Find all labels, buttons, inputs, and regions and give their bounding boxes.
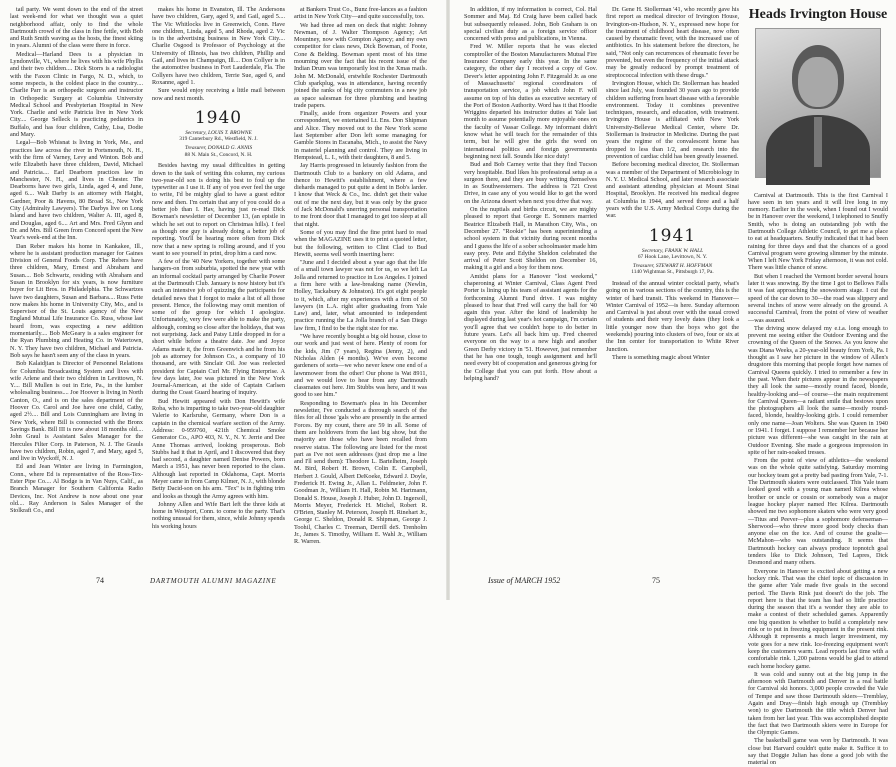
paragraph: The basketball game was won by Dartmouth. It was close but Harvard couldn't quite make it. Suffice it to say that Doggie Julian has done a good job with the material on xyxy=(748,737,888,767)
portrait-photo xyxy=(755,28,881,178)
class-1941-header xyxy=(606,226,739,276)
paragraph: at Bankers Trust Co., Bunz free-lances as a fashion artist in New York City—and quite successfully, too. xyxy=(294,6,427,21)
paragraph: Instead of the annual winter cocktail party, what's going on in various sections of the country, this is the winter of hard transit. This weekend in Hanover—Winter Carnival of 1952—is here. Sunday afternoon and Carnival is just about over with the usual crowd of students and their very lovely dates (they look a little younger now than the boys who got the weekends) pouring into clusters of two, four or six at the Inn center for transportation to White River Junction. xyxy=(606,279,739,353)
left-column-1 xyxy=(10,6,143,572)
paragraph: tail party. We went down to the end of the street last week-end for what we thought was a quiet neighborhood affair, only to find the whole Dartmouth crowd of the class in fine fettle, with Bob and Ruth Smith waving as the hosts, the finest skiing in years. Alumni of the class were there in force. xyxy=(10,6,143,50)
paragraph: Sure would enjoy receiving a little mail between now and next month. xyxy=(152,87,285,102)
paragraph: Everyone in Hanover is excited about getting a new hockey rink. That was the chief topic of discussion in the game after Yale made five goals in the second period. The Davis Rink just doesn't do the job. The report here is that the team has had so little practice during the season that it's a wonder they are able to make a contest of their scheduled games. Apparently one big question is whether to build a completely new rink or to put in freezing equipment in the present rink. Although it represents a much larger investment, my vote goes for a new rink. Ice-freezing equipment won't keep the customers warm. Lead reports last time with a comfortable rink. 1,200 patrons would be glad to attend each home hockey game. xyxy=(748,567,888,670)
class-treasurer-address: 88 N. Main St., Concord, N. H. xyxy=(184,151,253,158)
paragraph: In addition, if my information is correct, Col. Hal Sommer and Maj. Ed Craig have been called back but subsequently released. John, Bob Graham is on special civilian duty as a foreign service officer concerned with press and publications, in Vienna. xyxy=(464,6,597,43)
paragraph: But when I reached the Vermont border several hours later it was snowing. By the time I got to Bellows Falls it was fast approaching the snowstorm stage. I cut the speed of the car down to 30—the road was slippery and several inches of snow were already on the ground. A successful Carnival, from the point of view of weather—was assured. xyxy=(748,272,888,324)
paragraph: Besides having my usual difficulties in getting down to the task of writing this column, my curious two-year-old son is doing his best to foul up the typewriter as I use it. If any of you ever feel the urge to write, I'd be mighty glad to have a guest editor now and then. I'm certain that any of you could do a better job than I. Hav, having just re-read Dick Bowman's newsletter of December 13, (an epistle in which he set out to report on Christmas hills). I feel as though one guy is already doing a better job of reporting. You'll be hearing more often from Dick now that a new spring is rolling around, and if you want to see yourself in print, drop him a card now. xyxy=(152,162,285,257)
class-secretary: Secretary, LOUIS T. BROWNE xyxy=(185,129,252,136)
class-year-1940: 1940 xyxy=(194,107,243,128)
paragraph: The driving snow delayed my e.t.a. long enough to prevent me seeing either the Outdoor Evening and the crowning of the Queen of the Snows. As you know she was Diana Weeks, a 20-year-old beauty from York, Pa. I thought as I saw her picture in the window of Allen's drugstore this morning that people forget how names of Carnival Queens quickly. I tried to remember a few in the past. When their pictures appear in the newspapers they all look the same—mostly round faced, blonde, healthy-looking and—of course—the main requirement for Carnival Queen—a radiant smile that bestows upon the photographers all look the same—mostly round-faced, blonde, healthy-looking girls. I could remember only one name—Joan Wolters. She was Queen in 1940 or 1941. I forget. I suppose I remember her because her picture was different—she was caught in the rain at Outdoor Evening. She made a gorgeous impression in spite of her rain-soaked tresses. xyxy=(748,324,888,456)
paragraph: Amidst plans for a Hanover "lost weekend," chaperoning at Winter Carnival, Class Agent Fred Porter is lining up his team of assistant agents for the forthcoming Alumni Fund drive. I was mighty pleased to hear that Fred will carry the ball for '40 again this year. After the kind of leadership he displayed during last year's hot campaign, I'm certain you'll agree that we couldn't hope to do better in future years. Let's all back him up. Fred cheered everyone on the way to a new high and another Green Derby victory in '51. However, just remember that he has one tough, tough assignment and he'll need every bit of cooperation and generous giving for the College that you can put forth. How about a helping hand? xyxy=(464,272,597,382)
paragraph: Fred W. Miller reports that he was elected comptroller of the Boston Manufacturers Mutual Fire Insurance Company early this year. In the same category, the other day I received a copy of Gov. Dever's letter appointing John F. Fitzgerald Jr. as one of Massachusetts' regional coordinators of transportation service, a job which John F. will assume on top of his duties as executive secretary of the Port of Boston Authority. Word has it that Hoodie Wriggins departed his instructor duties at Yale last month to assume potentially more enjoyable ones on the faculty of Vassar College. My informant didn't know what he will teach for the remainder of this term, but he will give the girls the word on international politics and foreign governments beginning next fall. Sounds like nice duty! xyxy=(464,43,597,160)
paragraph: Medical—Harland Dees is a physician in Lyndonville, Vt., where he lives with his wife Phyllis and their two children.... Dick Storrs is a radiologist with the Faxon Clinic in Fargo, N. D., which, to some respects, is the coldest place in the country.... Charlie Parr is an orthopedic surgeon and instructor in Orthopedic Surgery at Columbia University Medical School and Presbyterian Hospital in New York. Charlie and wife Patricia live in New York City.... George Selleck is practicing pediatrics in Buffalo, and has four children, Cathy, Lisa, Dodie and Mary. xyxy=(10,50,143,139)
class-1940-header xyxy=(152,108,285,158)
paragraph: There is something magic about Winter xyxy=(612,353,710,361)
left-column-2 xyxy=(152,6,285,572)
paragraph: We had three ad men on deck that night: Johnny Newman, of J. Walter Thompson Agency; Art Mountney, now with Compton Agency; and my own competitor for class news, Dick Bowman, of Foote, Cone & Belding. Bowman spent most of his time mourning over the fact that his recent issue of the Indian Drum was temporarily lost in the Xmas mails. John M. McDonald, erstwhile Rochester Dartmouth Club sparkplug, was in attendance, having recently joined the ranks of big city commuters in a new job as space salesman for three plumbing and heating trade papers. xyxy=(294,21,427,109)
portrait-face xyxy=(798,57,838,107)
quoted-letter: "We have recently bought a big old house, close to our work and just west of here. Plenty of room for the kids, Jim (7 years), Regina (Jenny, 2), and Nicholas Alden (4 months). We've even become gardeners of sorts—we who never knew one end of a lawnmower from the other! Our phone is Wat 8911, and we would love to hear from any Dartmouth classmates out here. Jim Stubbs was here, and it was good to see him." xyxy=(294,333,427,399)
portrait-tie xyxy=(814,117,822,167)
paragraph: Before becoming medical director, Dr. Stollerman was a member of the Department of Microbiology in N. Y. U. Medical School, and later research associate and assistant attending physician at Mount Sinai Hospital, Brooklyn. He received his medical degree at Columbia in 1944, and served three and a half years with the U.S. Army Medical Corps during the war. xyxy=(606,161,739,220)
article-heading: Heads Irvington House xyxy=(748,7,888,22)
class-secretary: Secretary, FRANK W. HALL xyxy=(641,247,704,254)
paragraph: Some of you may find the fine print hard to read when the MAGAZINE uses it to print a quoted letter, but the following, written to Clint Clad to Bud Hewitt, seems well worth inserting here: xyxy=(294,228,427,258)
magazine-title: DARTMOUTH ALUMNI MAGAZINE xyxy=(150,577,277,585)
paragraph: On the nuptials and births circuit, we are mighty pleased to report that George E. Somners married Beatrice Elizabeth Hall, in Marathon City, Wis., on December 27. "Rookie" has been superintending a school system in that vicinity during recent months and I guess the life of a sober schoolmaster made him easy prey. Pete and Edythe Sheldon celebrated the arrival of Peter Scott Sheldon on December 16, making it a girl and a boy for them now. xyxy=(464,206,597,272)
paragraph: Carnival at Dartmouth. This is the first Carnival I have seen in ten years and it will live long in my memory. Earlier in the week, when I found out I would be in Hanover over the weekend, I telephoned to Snuffy Smith, who is doing an outstanding job with the Dartmouth College Athletic Council, to get me a place to eat at headquarters. Snuffy indicated that it had been raining for three days and that the chances of a good Carnival program were growing slimmer by the minute. When I left New York Friday afternoon, it was not cold. There was little chance of snow. xyxy=(748,191,888,272)
right-column-1 xyxy=(464,6,597,572)
left-page-number: 74 xyxy=(96,576,104,585)
right-page-number: 75 xyxy=(652,576,660,585)
class-treasurer: Treasurer, STEWART H. HOFFMAN xyxy=(632,262,713,269)
paragraph: Dr. Gene H. Stollerman '41, who recently gave his first report as medical director of Irvington House, Irvington-on-Hudson, N. Y., expressed new hope for the treatment of childhood heart disease, now often caused by rheumatic fever, with the increased use of antibiotics. In his statement before the directors, he said, "Not only can recurrences of rheumatic fever be prevented, but even the frequency of the initial attack may be greatly reduced by prompt treatment of streptococcal infection with these drugs." xyxy=(606,6,739,79)
class-treasurer: Treasurer, DONALD G. ANNIS xyxy=(184,145,253,152)
left-column-3 xyxy=(294,6,427,572)
paragraph: Jay Harris progressed in leisurely fashion from the Dartmouth Club to a bankery on old Adams, and thence to Hewitt's establishment, where a few diehards managed to put quite a dent in Bob's larder. I know that Weck & Co., Inc. didn't get their value out of me the next day, but it was only by the grace of Jack McDonald's unerring personal transportation to me front door that I managed to get too sleep at all that night. xyxy=(294,162,427,228)
class-secretary-address: 67 Hook Lane, Levittown, N. Y. xyxy=(637,254,708,261)
class-secretary-address: 319 Canterbury Rd., Westfield, N. J. xyxy=(179,136,258,143)
right-column-3 xyxy=(748,6,888,767)
paragraph: makes his home in Evanston, Ill. The Andersons have two children, Gary, aged 9, and Gail, aged 5.... The Vic Whitlocks live in Greenwich, Conn. Have one children, Linda, aged 5, and Rhoda, aged 2. Vic is in the advertising business in New York City.... Charlie Osgood is Professor of Psychology at the University of Illinois, has two children, Phillip and Gail, and lives in Champaign, Ill.... Don Collyer is in the automotive business in Fort Lauderdale, Fla. The Collyers have two children, Terrie Sue, aged 6, and Roxanne, aged 1. xyxy=(152,6,285,86)
paragraph: From the point of view of athletics—the weekend was on the whole quite satisfying. Saturday morning our hockey team got a pretty bad pasting from Yale, 7-1. The Dartmouth skaters were outclassed. This Yale team looked good with a young man named Kilrea whose brother or uncle or cousin or somebody was a major league hockey player named Hec Kilrea. Dartmouth showed me two sophomore skaters who were very good—Titus and Peever—plus a sophomore defenseman—Sherwood—who threw more good body checks than anyone else on the ice. And of course the goalie—McMahon—who was outstanding. It seems that Dartmouth hockey can always produce topnotch goal tenders like to Dick Johnson, Ted Lapres, Dick Desmond and many others. xyxy=(748,457,888,567)
paragraph: Responding to Bowman's plea in his December newsletter, I've conducted a thorough search of the files for all those 'gals who are presently in the armed Forces. By my count, there are 59 in all. Some of them are holdovers from the last big show, but the majority are those who have been recalled from reserve status. The following are listed for the most part as I've not seen addresses (just drop me a line and I'll send them): Theodore L. Bartelheim, Joseph M. Bird, Robert H. Brown, Colin E. Campbell, Herbert J. Gould, Albert DeKoeke, Edward J. Doyle, Frederick H. Ewing Jr., Allan L. Feldmeier, John F. Goodman Jr., William H. Hall, Robin M. Hartmann, Donald S. House, Joseph J. Huber, John D. Ingersoll, Morris Meyer, Frederick H. Michel, Robert R. O'Brien, Stanley M. Peterson, Joseph H. Rinehart Jr., George C. Sheldon, Donald R. Shipman, George J. Toohil, Charles C. Treeman, Derrill deS. Trenholm Jr., James S. Timothy, William E. Wahl Jr., William R. Warren. xyxy=(294,399,427,546)
paragraph: Ed and Jean Winter are living in Farmington, Conn., where Ed is representative of the Ross-Tex-Ester Pipe Co.... Al Bodge is in Van Nuys, Calif., as Branch Manager for Southern California Radio Devices, Inc. Not Andrew is now about one year old.... Ray Anderson is Sales Manager of the Stolkrafi Co., and xyxy=(10,463,143,515)
paragraph: Legal—Bob Whisnat is living in York, Me., and practices law across the river in Portsmouth, N. H., with the firm of Varney, Levy and Winton. Bob and wife Elizabeth have three children, David, Michael and Patricia.... Earl Dearborn practices law in Manchester, N. H., and lives in Chester. The Dearborns have two girls, Linda, aged 4, and June, aged 6.... Walt Darby is an attorney with Haight, Gardner, Poor & Havens, 80 Broad St., New York City (Admiralty Lawyers). The Darbys live on Long Island and have two children, Walter A. III, aged 8, and Douglas, aged 6.... Art and Mrs. Fred Glynn and Dr. and Mrs. Bill Green from Concord spent the New Year's week-end at the Inn. xyxy=(10,139,143,242)
issue-date: Issue of MARCH 1952 xyxy=(488,576,561,585)
paragraph: Bud Hewitt appeared with Don Hewitt's wife Roba, who is imparting to take two-year-old daughter Valerie to Karlsruhe, Germany, where Don is a captain in the chemical warfare section of the Army. Address: 0-959760, 421th Chemical Smoke Generator Co., APO 403, N. Y., N. Y. Jerrie and Dee Anne Thomas arrived, looking prosperous. Bob Stubbs had it that in April, and I discovered that they had second, a daughter named Denise Powers, born March a 1951, has never been reported to the class. Although last reported in Oklahoma, Capt. Morris Meyer came in from Camp Kilmer, N. J., with blonde Betty Dacid-son on his arm. "Tex" is in fighting trim and looks as though the Army agrees with him. xyxy=(152,397,285,500)
paragraph: Bob Kalaidjian is Director of Personnel Relations for Columbia Broadcasting System and lives with wife Arlene and their two children in Levittown, N. Y.... Bill Mullen is out in Erie, Pa., in the lumber wholesaling business.... Joe Hoover is living in North Canton, O., and is on the sales department of the Hoover Co. Carol and Joe have one child, Cathy, aged 2½.... Bill and Lois Cunningham are living in New York, where Bill is connected with the Bronx Savings Bank. Bill III is now about 18 months old.... John Graul is Assistant Sales Manager for the Hercules Filter Corp. in Paterson, N. J. The Grauls have two children, Robin, aged 7, and Mary, aged 5, and live in Wyckoff, N. J. xyxy=(10,360,143,463)
paragraph: Irvington House, which Dr. Stollerman has headed since last July, was founded 30 years ago to provide children suffering from heart disease with a favorable environment. Today it combines preventive techniques, research, and education, with treatment. Irvington House is affiliated with New York University-Bellevue Medical Center, where Dr. Stollerman is Instructor in Medicine. During the past years the regime of the convalescent home has dropped to less than 1/2, and research into the prevention of cardiac child has been greatly lessened. xyxy=(606,79,739,160)
paragraph: Johnny Allen and Wife Bart left the three kids at home in Westport, Conn. to come to the party. That's nothing unusual for them, since, while Johnny spends his working hours xyxy=(152,500,285,530)
class-year-1941: 1941 xyxy=(648,225,697,246)
left-page xyxy=(0,0,448,600)
paragraph: Dan Reber makes his home in Kankakee, Ill., where he is assistant production manager for Gaines Division of General Foods Corp. The Rebers have three children, Mary, Ernest and Abraham and Susan.... Bob Schwartz, residing with Abraham and Susan in Brooklyn for six years, is now furniture buyer for Lit Bros. in Philadelphia. The Schwartzes have two daughters, Susan and Barbara.... Russ Fette now makes his home in University City, Mo., and is Supervisor of the St. Louis agency of the New England Mutual Life Insurance Co. Russ, whose last heard from, was expecting a new addition momentarily.... Bob McGeary is a sales engineer for the Ryan Plumbing and Heating Co. in Watertown, N. Y. They have two children, Michael and Patricia. Bob says he hasn't seen any of the class in years. xyxy=(10,242,143,359)
paragraph: A few of the '40 New Yorkers, together with some hangers-on from suburbia, spotted the new year with an informal cocktail party arranged by Charlie Power at the Dartmouth Club. January is now history but it's such an intensive job of quizzing the participants for detailed news that I forgot to make a list of all those present. Hence, the following may omit mention of some of the group for which I apologize. Unfortunately, very few were able to make the party, although, coming so close after the holidays, that was not surprising. Jack and Patsy Little dropped in for a short while before a theatre date. Joe and Joyce Adams made it, the from Greenwich and he from his job as attorney for Johnson Co., a company of 10 thousand, are with Sinclair Oil. Joe was reelected president for Captain Curl Mr. Flying Enterprise. A few days later, Joe was pictured in the New York Journal-American, at the side of Captain Carlsen during the Coast Guard hearing of inquiry. xyxy=(152,258,285,397)
right-column-2 xyxy=(606,6,739,572)
quoted-letter: "June and I decided about a year ago that the life of a small town lawyer was not for us, so we left La Jolla and returned to practice in Los Angeles. I joined a firm here with a law-breaking name (Newlin, Holley, Tackabury & Johnston). It's got eight people to it, which, after my experiences with a firm of 50 lawyers (in L.A. right after graduating from Yale Law) and, later, what amounted to independent practice running the La Jolla branch of a San Diego law firm, I find to be the right size for me. xyxy=(294,259,427,332)
paragraph: Finally, aside from organizer Powers and your correspondent, we entertained Lt. Ens. Don Shipman and Alice. They moved out to the New York scene last September after Don left some managing for Gamble Stores in Escanaba, Mich., to assist the Navy in materiel planning and control. They are living in Hempstead, L. I., with their daughters, 8 and 5. xyxy=(294,110,427,161)
paragraph: It was cold and sunny out at the big jump in the afternoon with Dartmouth and Denver in a real battle for Carnival ski honors. 3,000 people crowded the Vale of Tempe and saw those Dartmouth skiers—Tremblay, Again and Dray—finish high enough up (Tremblay won) to give Dartmouth the title which Denver had taken from her last year. This was accomplished despite the fact that two Dartmouth skiers were in Europe for the Olympic Games. xyxy=(748,670,888,737)
class-treasurer-address: 1140 Wightman St., Pittsburgh 17, Pa. xyxy=(631,269,714,276)
paragraph: Bud and Bob Carney write that they find Tucson very hospitable. Bud likes his professional setup as a surgeon there, and they are busy writing themselves in as Southwesterners. The address is 721 Crest Drive, in case any of you would like to get the word on the Arizona desert when next you drive that way. xyxy=(464,161,597,205)
right-page xyxy=(448,0,896,767)
